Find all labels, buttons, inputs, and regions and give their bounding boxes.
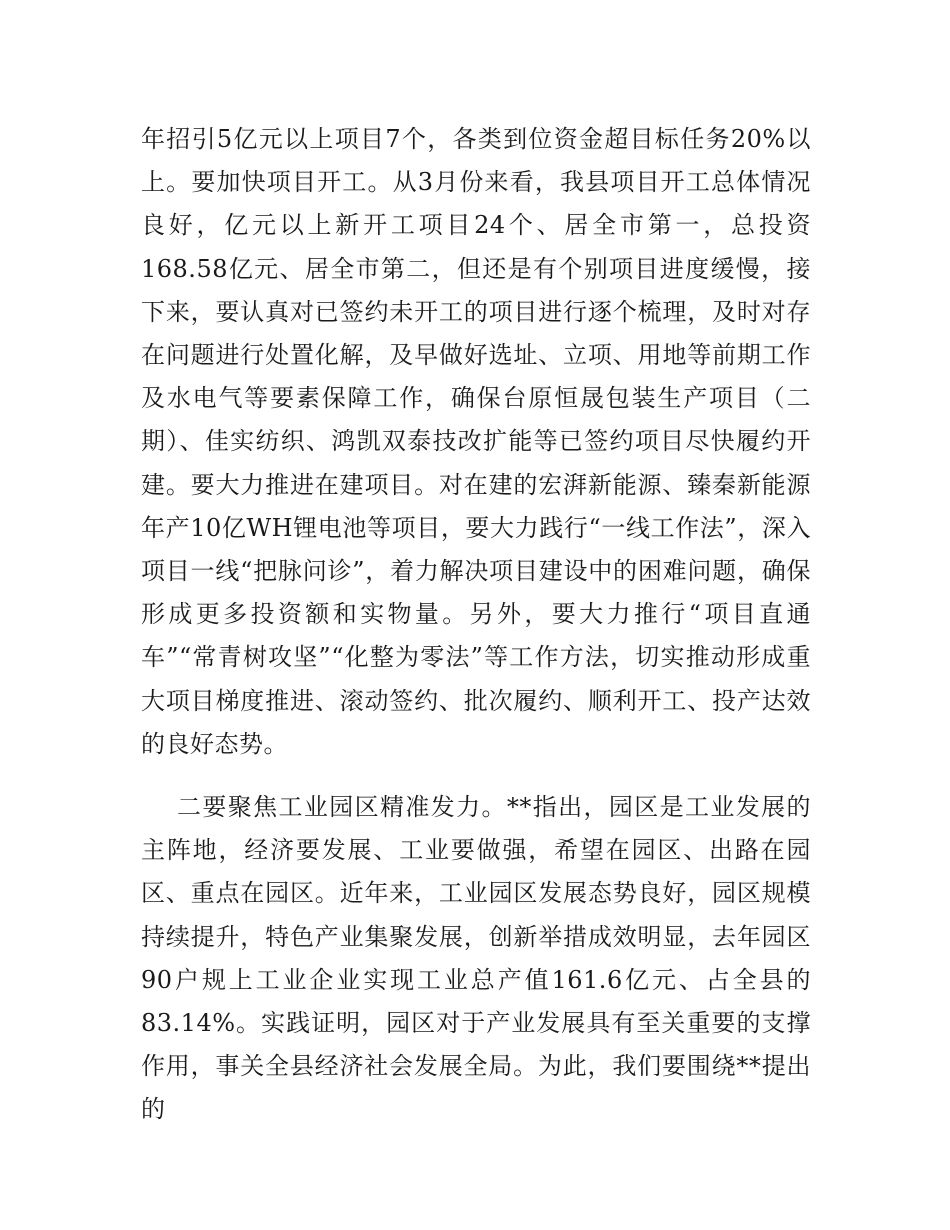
body-paragraph-2: 二要聚焦工业园区精准发力。**指出，园区是工业发展的主阵地，经济要发展、工业要做强，希望在园区、出路在园区、重点在园区。近年来，工业园区发展态势良好，园区规模持续提升，特色产业集聚发展，创新举措成效明显，去年园区90户规上工业企业实现工业总产值161.6亿元、占全县的83.14%。实践证明，园区对于产业发展具有至关重要的支撑作用，事关全县经济社会发展全局。为此，我们要围绕**提出的 (141, 793, 811, 1124)
body-paragraph-1: 年招引5亿元以上项目7个，各类到位资金超目标任务20%以上。要加快项目开工。从3月份来看，我县项目开工总体情况良好，亿元以上新开工项目24个、居全市第一，总投资168.58亿元、居全市第二，但还是有个别项目进度缓慢，接下来，要认真对已签约未开工的项目进行逐个梳理，及时对存在问题进行处置化解，及早做好选址、立项、用地等前期工作及水电气等要素保障工作，确保台原恒晟包装生产项目（二期）、佳实纺织、鸿凯双泰技改扩能等已签约项目尽快履约开建。要大力推进在建项目。对在建的宏湃新能源、臻秦新能源年产10亿WH锂电池等项目，要大力践行“一线工作法”，深入项目一线“把脉问诊”，着力解决项目建设中的困难问题，确保形成更多投资额和实物量。另外，要大力推行“项目直通车”“常青树攻坚”“化整为零法”等工作方法，切实推动形成重大项目梯度推进、滚动签约、批次履约、顺利开工、投产达效的良好态势。 (141, 125, 811, 758)
